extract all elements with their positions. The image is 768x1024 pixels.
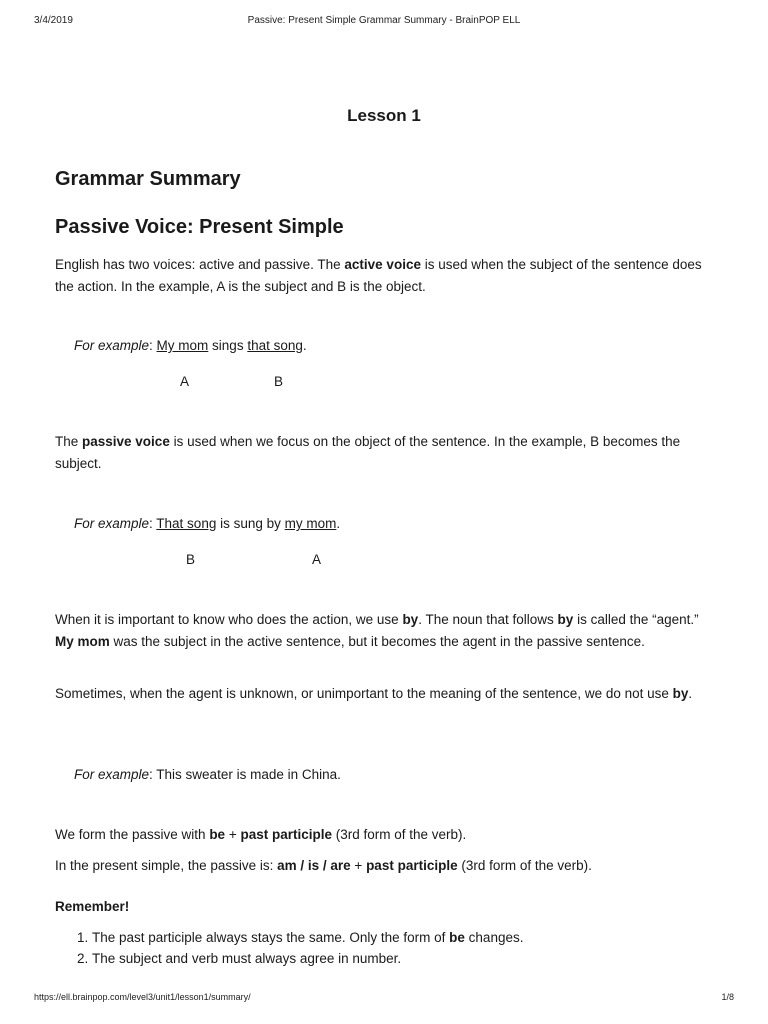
label-b: B	[274, 374, 284, 389]
paragraph-no-agent: Sometimes, when the agent is unknown, or unimportant to the meaning of the sentence, we do not use by.	[55, 686, 693, 701]
paragraph-present-simple-form: In the present simple, the passive is: am / is / are + past participle (3rd form of the verb).	[55, 858, 592, 873]
term-passive-voice: passive voice	[82, 434, 170, 449]
section-title: Grammar Summary	[55, 168, 241, 190]
print-page-title: Passive: Present Simple Grammar Summary - BrainPOP ELL	[247, 15, 521, 26]
lesson-title: Lesson 1	[347, 106, 421, 125]
example-subject-b: That song	[156, 516, 217, 531]
paragraph-form: We form the passive with be + past participle (3rd form of the verb).	[55, 827, 467, 842]
paragraph-passive-voice: The passive voice is used when we focus on the object of the sentence. In the example, B becomes the subject.	[55, 434, 681, 471]
topic-title: Passive Voice: Present Simple	[55, 216, 344, 238]
remember-heading: Remember!	[55, 899, 130, 914]
example-active: For example: My mom sings that song.	[74, 338, 307, 353]
page-number: 1/8	[721, 992, 734, 1002]
example-subject-a: My mom	[156, 338, 209, 353]
remember-list	[55, 927, 720, 969]
example-agent-a: my mom	[284, 516, 337, 531]
paragraph-agent: When it is important to know who does the action, we use by. The noun that follows by is called the “agent.” My mom was the subject in the active sentence, but it becomes the agent in the passive sentence.	[55, 612, 699, 649]
example-no-agent: For example: This sweater is made in China.	[74, 767, 341, 782]
print-date: 3/4/2019	[34, 15, 73, 26]
label-b: B	[186, 552, 196, 567]
print-url: https://ell.brainpop.com/level3/unit1/lesson1/summary/	[34, 992, 251, 1002]
term-active-voice: active voice	[344, 257, 421, 272]
label-a: A	[180, 374, 190, 389]
paragraph-active-voice: English has two voices: active and passive. The active voice is used when the subject of the sentence does the action. In the example, A is the subject and B is the object.	[55, 257, 702, 294]
list-item: 1. The past participle always stays the same. Only the form of be changes.	[92, 927, 720, 948]
list-item: 2. The subject and verb must always agree in number.	[92, 948, 720, 969]
example-object-b: that song	[247, 338, 303, 353]
example-passive: For example: That song is sung by my mom.	[74, 516, 341, 531]
label-a: A	[312, 552, 322, 567]
